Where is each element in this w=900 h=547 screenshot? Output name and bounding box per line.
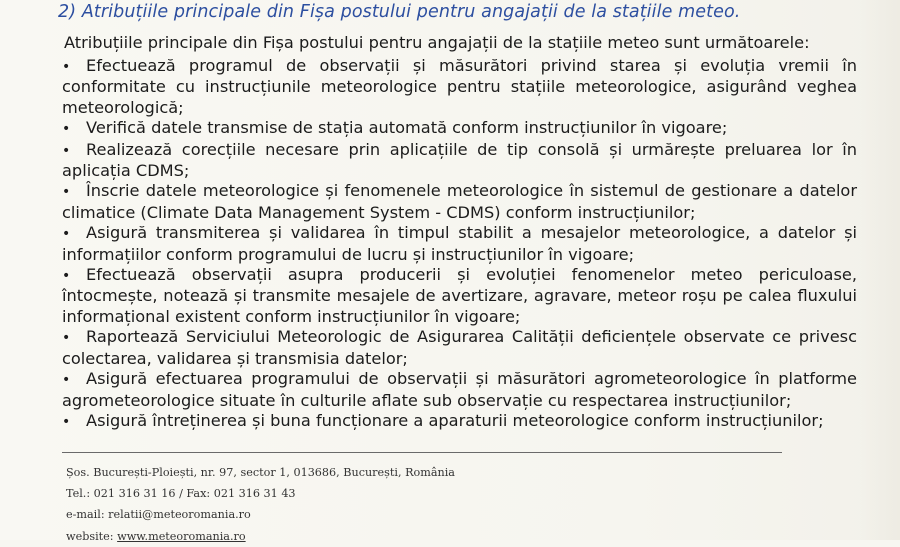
footer-phone: Tel.: 021 316 31 16 / Fax: 021 316 31 43: [66, 487, 296, 501]
duty-item: [62, 118, 857, 139]
bullet-icon: •: [62, 226, 71, 243]
section-heading: 2) Atribuțiile principale din Fișa postului pentru angajații de la stațiile meteo.: [58, 2, 741, 22]
intro-paragraph: Atribuțiile principale din Fișa postului pentru angajații de la stațiile meteo sunt următoarele:: [64, 33, 810, 52]
bullet-icon: •: [62, 142, 71, 159]
bullet-icon: •: [62, 372, 71, 389]
bullet-icon: •: [62, 413, 71, 430]
bullet-icon: •: [62, 268, 71, 285]
duty-text: Verifică datele transmise de stația automată conform instrucțiunilor în vigoare;: [86, 118, 728, 138]
footer-email: e-mail: relatii@meteoromania.ro: [66, 508, 251, 522]
duty-item: [62, 265, 857, 327]
bullet-icon: •: [62, 330, 71, 347]
footer-website: [66, 526, 455, 547]
bullet-icon: •: [62, 184, 71, 201]
duties-list: [62, 56, 857, 432]
footer-website-label: website:: [66, 529, 118, 543]
duty-text: Înscrie datele meteorologice și fenomenele meteorologice în sistemul de gestionare a datelor climatice (Climate Data Management System - CDMS) conform instrucțiunilor;: [62, 181, 857, 222]
duty-item: [62, 369, 857, 411]
duty-text: Realizează corecțiile necesare prin aplicațiile de tip consolă și urmărește preluarea lor în aplicația CDMS;: [62, 139, 857, 181]
duty-item: [62, 223, 857, 265]
duty-text: Asigură întreținerea și buna funcționare a aparaturii meteorologice conform instrucțiunilor;: [86, 410, 824, 430]
duty-text: Asigură transmiterea și validarea în timpul stabilit a mesajelor meteorologice, a datelor și informațiilor conform programului de lucru și instrucțiunilor în vigoare;: [62, 223, 857, 264]
duty-text: Efectuează programul de observații și măsurători privind starea și evoluția vremii în conformitate cu instrucțiunile meteorologice pentru stațiile meteorologice, asigurând veghea meteorologică;: [62, 56, 857, 117]
footer-website-link[interactable]: www.meteoromania.ro: [117, 529, 246, 543]
duty-text: Asigură efectuarea programului de observații și măsurători agrometeorologice în platforme agrometeorologice situate în culturile aflate sub observație cu respectarea instrucțiunilor;: [62, 369, 857, 410]
duty-item: [62, 140, 857, 182]
page-edge-shadow: [860, 0, 900, 540]
duty-text: Efectuează observații asupra producerii și evoluției fenomenelor meteo periculoase, întocmește, notează și transmite mesajele de avertizare, agravare, meteor roșu pe calea fluxului informațional existent conform instrucțiunilor în vigoare;: [62, 265, 857, 326]
duty-item: [62, 56, 857, 118]
footer-contact: [66, 462, 455, 547]
duty-item: [62, 327, 857, 369]
duty-item: [62, 181, 857, 223]
footer-divider: [62, 452, 782, 453]
bullet-icon: •: [62, 59, 71, 75]
duty-item: [62, 411, 857, 432]
footer-address: Șos. București-Ploiești, nr. 97, sector 1, 013686, București, România: [66, 466, 455, 479]
bullet-icon: •: [62, 121, 71, 138]
duty-text: Raportează Serviciului Meteorologic de Asigurarea Calității deficiențele observate ce privesc colectarea, validarea și transmisia datelor;: [62, 327, 857, 368]
